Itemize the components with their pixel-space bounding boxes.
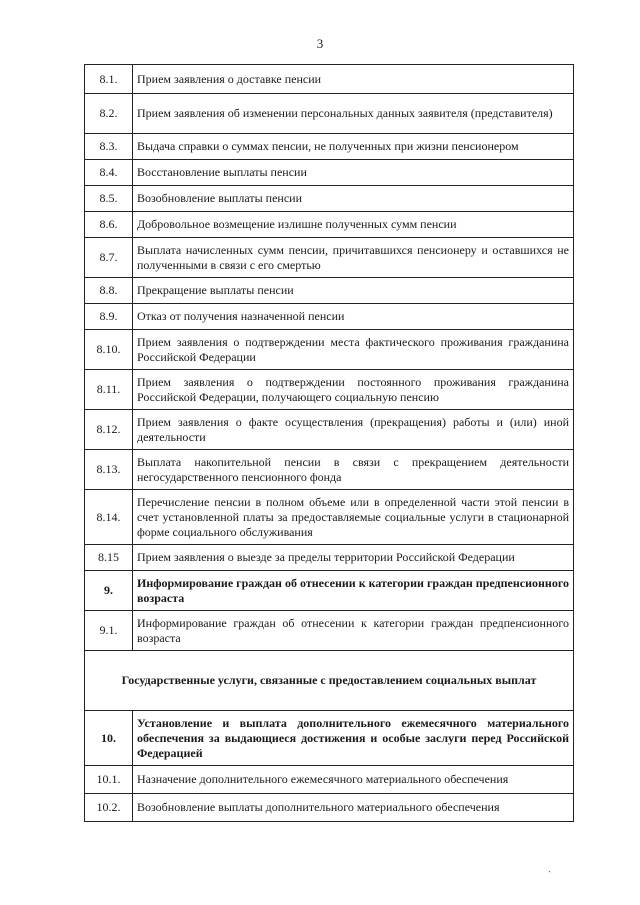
table-row <box>85 490 574 545</box>
table-row <box>85 545 574 571</box>
row-number: 8.10. <box>85 330 133 370</box>
service-name: Прием заявления о доставке пенсии <box>133 65 574 94</box>
row-number: 10.1. <box>85 766 133 794</box>
table-row <box>85 304 574 330</box>
service-name: Прием заявления о выезде за пределы территории Российской Федерации <box>133 545 574 571</box>
service-name: Прием заявления о факте осуществления (прекращения) работы и (или) иной деятельности <box>133 410 574 450</box>
table-row <box>85 134 574 160</box>
page-number: 3 <box>316 36 324 51</box>
row-number: 9.1. <box>85 611 133 651</box>
service-name: Перечисление пенсии в полном объеме или в определенной части этой пенсии в счет установленной платы за предоставляемые социальные услуги в стационарной форме социального обслуживания <box>133 490 574 545</box>
section-header-row <box>85 651 574 711</box>
service-name: Прием заявления о подтверждении постоянного проживания гражданина Российской Федерации, получающего социальную пенсию <box>133 370 574 410</box>
table-row <box>85 410 574 450</box>
table-row <box>85 94 574 134</box>
service-name: Назначение дополнительного ежемесячного материального обеспечения <box>133 766 574 794</box>
service-name: Возобновление выплаты пенсии <box>133 186 574 212</box>
row-number: 9. <box>85 571 133 611</box>
service-name: Информирование граждан об отнесении к категории граждан предпенсионного возраста <box>133 611 574 651</box>
row-number: 8.3. <box>85 134 133 160</box>
service-name: Прием заявления об изменении персональных данных заявителя (представителя) <box>133 94 574 134</box>
service-name: Выплата накопительной пенсии в связи с прекращением деятельности негосударственного пенсионного фонда <box>133 450 574 490</box>
row-number: 8.4. <box>85 160 133 186</box>
service-name: Добровольное возмещение излишне полученных сумм пенсии <box>133 212 574 238</box>
scan-mark: ˎ <box>548 862 552 873</box>
service-name: Возобновление выплаты дополнительного материального обеспечения <box>133 794 574 822</box>
row-number: 8.1. <box>85 65 133 94</box>
table-row <box>85 330 574 370</box>
table-row <box>85 611 574 651</box>
row-number: 8.11. <box>85 370 133 410</box>
row-number: 10. <box>85 711 133 766</box>
service-name: Выдача справки о суммах пенсии, не полученных при жизни пенсионером <box>133 134 574 160</box>
table-row <box>85 711 574 766</box>
services-table <box>84 64 574 822</box>
row-number: 8.13. <box>85 450 133 490</box>
row-number: 8.5. <box>85 186 133 212</box>
row-number: 8.8. <box>85 278 133 304</box>
row-number: 8.2. <box>85 94 133 134</box>
table-row <box>85 186 574 212</box>
service-name: Прием заявления о подтверждении места фактического проживания гражданина Российской Федерации <box>133 330 574 370</box>
section-title: Государственные услуги, связанные с предоставлением социальных выплат <box>85 651 574 711</box>
service-name: Восстановление выплаты пенсии <box>133 160 574 186</box>
service-name: Установление и выплата дополнительного ежемесячного материального обеспечения за выдающиеся достижения и особые заслуги перед Российской Федерацией <box>133 711 574 766</box>
row-number: 8.15 <box>85 545 133 571</box>
table-row <box>85 160 574 186</box>
row-number: 8.6. <box>85 212 133 238</box>
row-number: 8.9. <box>85 304 133 330</box>
table-row <box>85 571 574 611</box>
row-number: 8.14. <box>85 490 133 545</box>
table-row <box>85 238 574 278</box>
table-row <box>85 794 574 822</box>
row-number: 8.12. <box>85 410 133 450</box>
service-name: Прекращение выплаты пенсии <box>133 278 574 304</box>
row-number: 10.2. <box>85 794 133 822</box>
table-row <box>85 278 574 304</box>
table-row <box>85 766 574 794</box>
service-name: Выплата начисленных сумм пенсии, причитавшихся пенсионеру и оставшихся не полученными в связи с его смертью <box>133 238 574 278</box>
service-name: Отказ от получения назначенной пенсии <box>133 304 574 330</box>
table-row <box>85 212 574 238</box>
table-row <box>85 370 574 410</box>
table-row <box>85 450 574 490</box>
service-name: Информирование граждан об отнесении к категории граждан предпенсионного возраста <box>133 571 574 611</box>
table-row <box>85 65 574 94</box>
row-number: 8.7. <box>85 238 133 278</box>
